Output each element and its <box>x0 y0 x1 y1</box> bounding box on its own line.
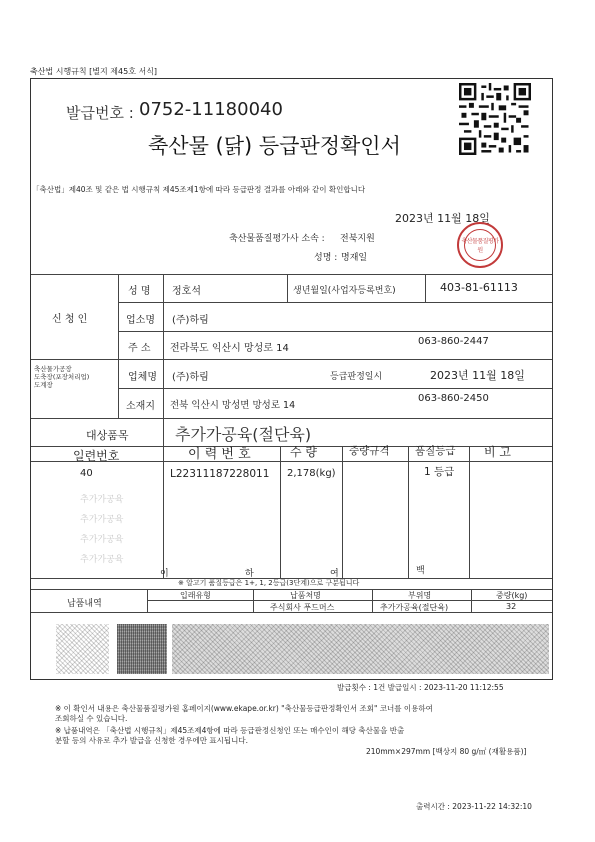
facility-phone: 063-860-2450 <box>418 393 489 404</box>
facility-name-label: 업체명 <box>128 372 157 383</box>
grading-date-label: 등급판정일시 <box>330 372 383 382</box>
birth-label: 생년월일(사업자등록번호) <box>293 286 396 296</box>
ghost-word-1: 이 <box>160 569 169 579</box>
ghost-word-4: 백 <box>416 566 425 576</box>
applicant-name: 정호석 <box>172 286 201 297</box>
security-pattern-wide <box>172 624 549 674</box>
delivery-header-part: 부위명 <box>408 591 432 600</box>
issue-number: 0752-11180040 <box>139 99 283 120</box>
product-value: 추가가공육(절단육) <box>175 425 312 444</box>
security-pattern-dark <box>117 624 167 674</box>
document-title: 축산물 (닭) 등급판정확인서 <box>148 134 401 158</box>
evaluator-affiliation-label: 축산물품질평가사 소속 : <box>229 234 325 244</box>
row-serial: 40 <box>80 468 93 479</box>
form-reference: 축산법 시행규칙 [별지 제45호 서식] <box>30 67 158 76</box>
qr-code-icon <box>459 83 531 155</box>
facility-section-label: 축산물가공장 도축장(포장처리업) 도계장 <box>34 365 90 389</box>
row-quality-grade: 1 등급 <box>424 466 455 478</box>
delivery-label: 납품내역 <box>67 599 102 609</box>
footnote-1: ※ 이 확인서 내용은 축산물품질평가원 홈페이지(www.ekape.or.kr) "축산물등급판정확인서 조회" 코너를 이용하여 <box>55 704 433 713</box>
print-info: 발급횟수 : 1건 발급일시 : 2023-11-20 11:12:55 <box>337 683 504 692</box>
row-quantity: 2,178(kg) <box>287 468 336 479</box>
facility-location-label: 소재지 <box>126 401 155 412</box>
footnote-4: 분할 등의 사유로 추가 발급을 신청한 경우에만 표시됩니다. <box>55 736 248 745</box>
company-label: 업소명 <box>126 315 155 326</box>
delivery-part: 추가가공육(절단육) <box>380 603 449 612</box>
delivery-weight: 32 <box>506 602 517 611</box>
row-trace-number: L22311187228011 <box>170 468 270 480</box>
delivery-client: 주식회사 푸드머스 <box>270 603 335 612</box>
intro-text: 「축산법」제40조 및 같은 법 시행규칙 제45조제1항에 따라 등급판정 결과를 아래와 같이 확인합니다 <box>32 185 366 194</box>
ghost-word-2: 하 <box>245 569 254 579</box>
grade-note: ※ 알고기 품질등급은 1+, 1, 2등급(3단계)으로 구분됩니다 <box>178 579 360 587</box>
ghost-text: 추가가공육 <box>80 555 124 565</box>
seal-text: 축산물품질평가원 <box>461 238 499 254</box>
address: 전라북도 익산시 망성로 14 <box>170 343 289 354</box>
evaluator-name: 명재일 <box>341 253 368 263</box>
ghost-word-3: 여 <box>330 569 339 579</box>
evaluator-affiliation: 전북지원 <box>340 234 375 244</box>
ghost-text: 추가가공육 <box>80 495 124 505</box>
header-remarks: 비 고 <box>484 445 511 459</box>
ghost-text: 추가가공육 <box>80 515 124 525</box>
company-name: (주)하림 <box>172 315 209 326</box>
applicant-name-label: 성 명 <box>128 286 151 297</box>
official-seal <box>457 222 503 268</box>
facility-name: (주)하림 <box>172 372 209 383</box>
delivery-header-weight: 중량(kg) <box>496 591 528 600</box>
header-quantity: 수 량 <box>290 445 317 459</box>
facility-location: 전북 익산시 망성면 망성로 14 <box>170 400 296 411</box>
header-weight-spec: 중량규격 <box>349 445 390 457</box>
delivery-header-client: 납품처명 <box>290 591 321 600</box>
evaluator-name-label: 성명 : <box>314 253 338 263</box>
header-quality-grade: 품질등급 <box>415 445 456 457</box>
output-time: 출력시간 : 2023-11-22 14:32:10 <box>416 802 532 811</box>
address-label: 주 소 <box>128 343 151 354</box>
applicant-phone: 063-860-2447 <box>418 336 489 347</box>
header-trace-number: 이 력 번 호 <box>188 447 251 462</box>
delivery-header-type: 입래유형 <box>180 591 211 600</box>
business-number: 403-81-61113 <box>440 281 518 294</box>
security-pattern-left <box>56 624 109 674</box>
issue-number-label: 발급번호 : <box>66 104 134 122</box>
footnote-2: 조회하실 수 있습니다. <box>55 714 128 723</box>
grading-date: 2023년 11월 18일 <box>430 369 525 382</box>
ghost-text: 추가가공육 <box>80 535 124 545</box>
paper-size: 210mm×297mm [백상지 80 g/㎡ (재활용품)] <box>366 747 527 756</box>
header-serial: 일련번호 <box>73 449 120 463</box>
product-label: 대상품목 <box>86 429 129 442</box>
issue-date: 2023년 11월 18일 <box>395 212 490 225</box>
footnote-3: ※ 납품내역은 「축산법 시행규칙」제45조제4항에 따라 등급판정신청인 또는 매수인이 해당 축산물을 반출 <box>55 726 405 735</box>
applicant-section-label: 신 청 인 <box>52 314 88 325</box>
